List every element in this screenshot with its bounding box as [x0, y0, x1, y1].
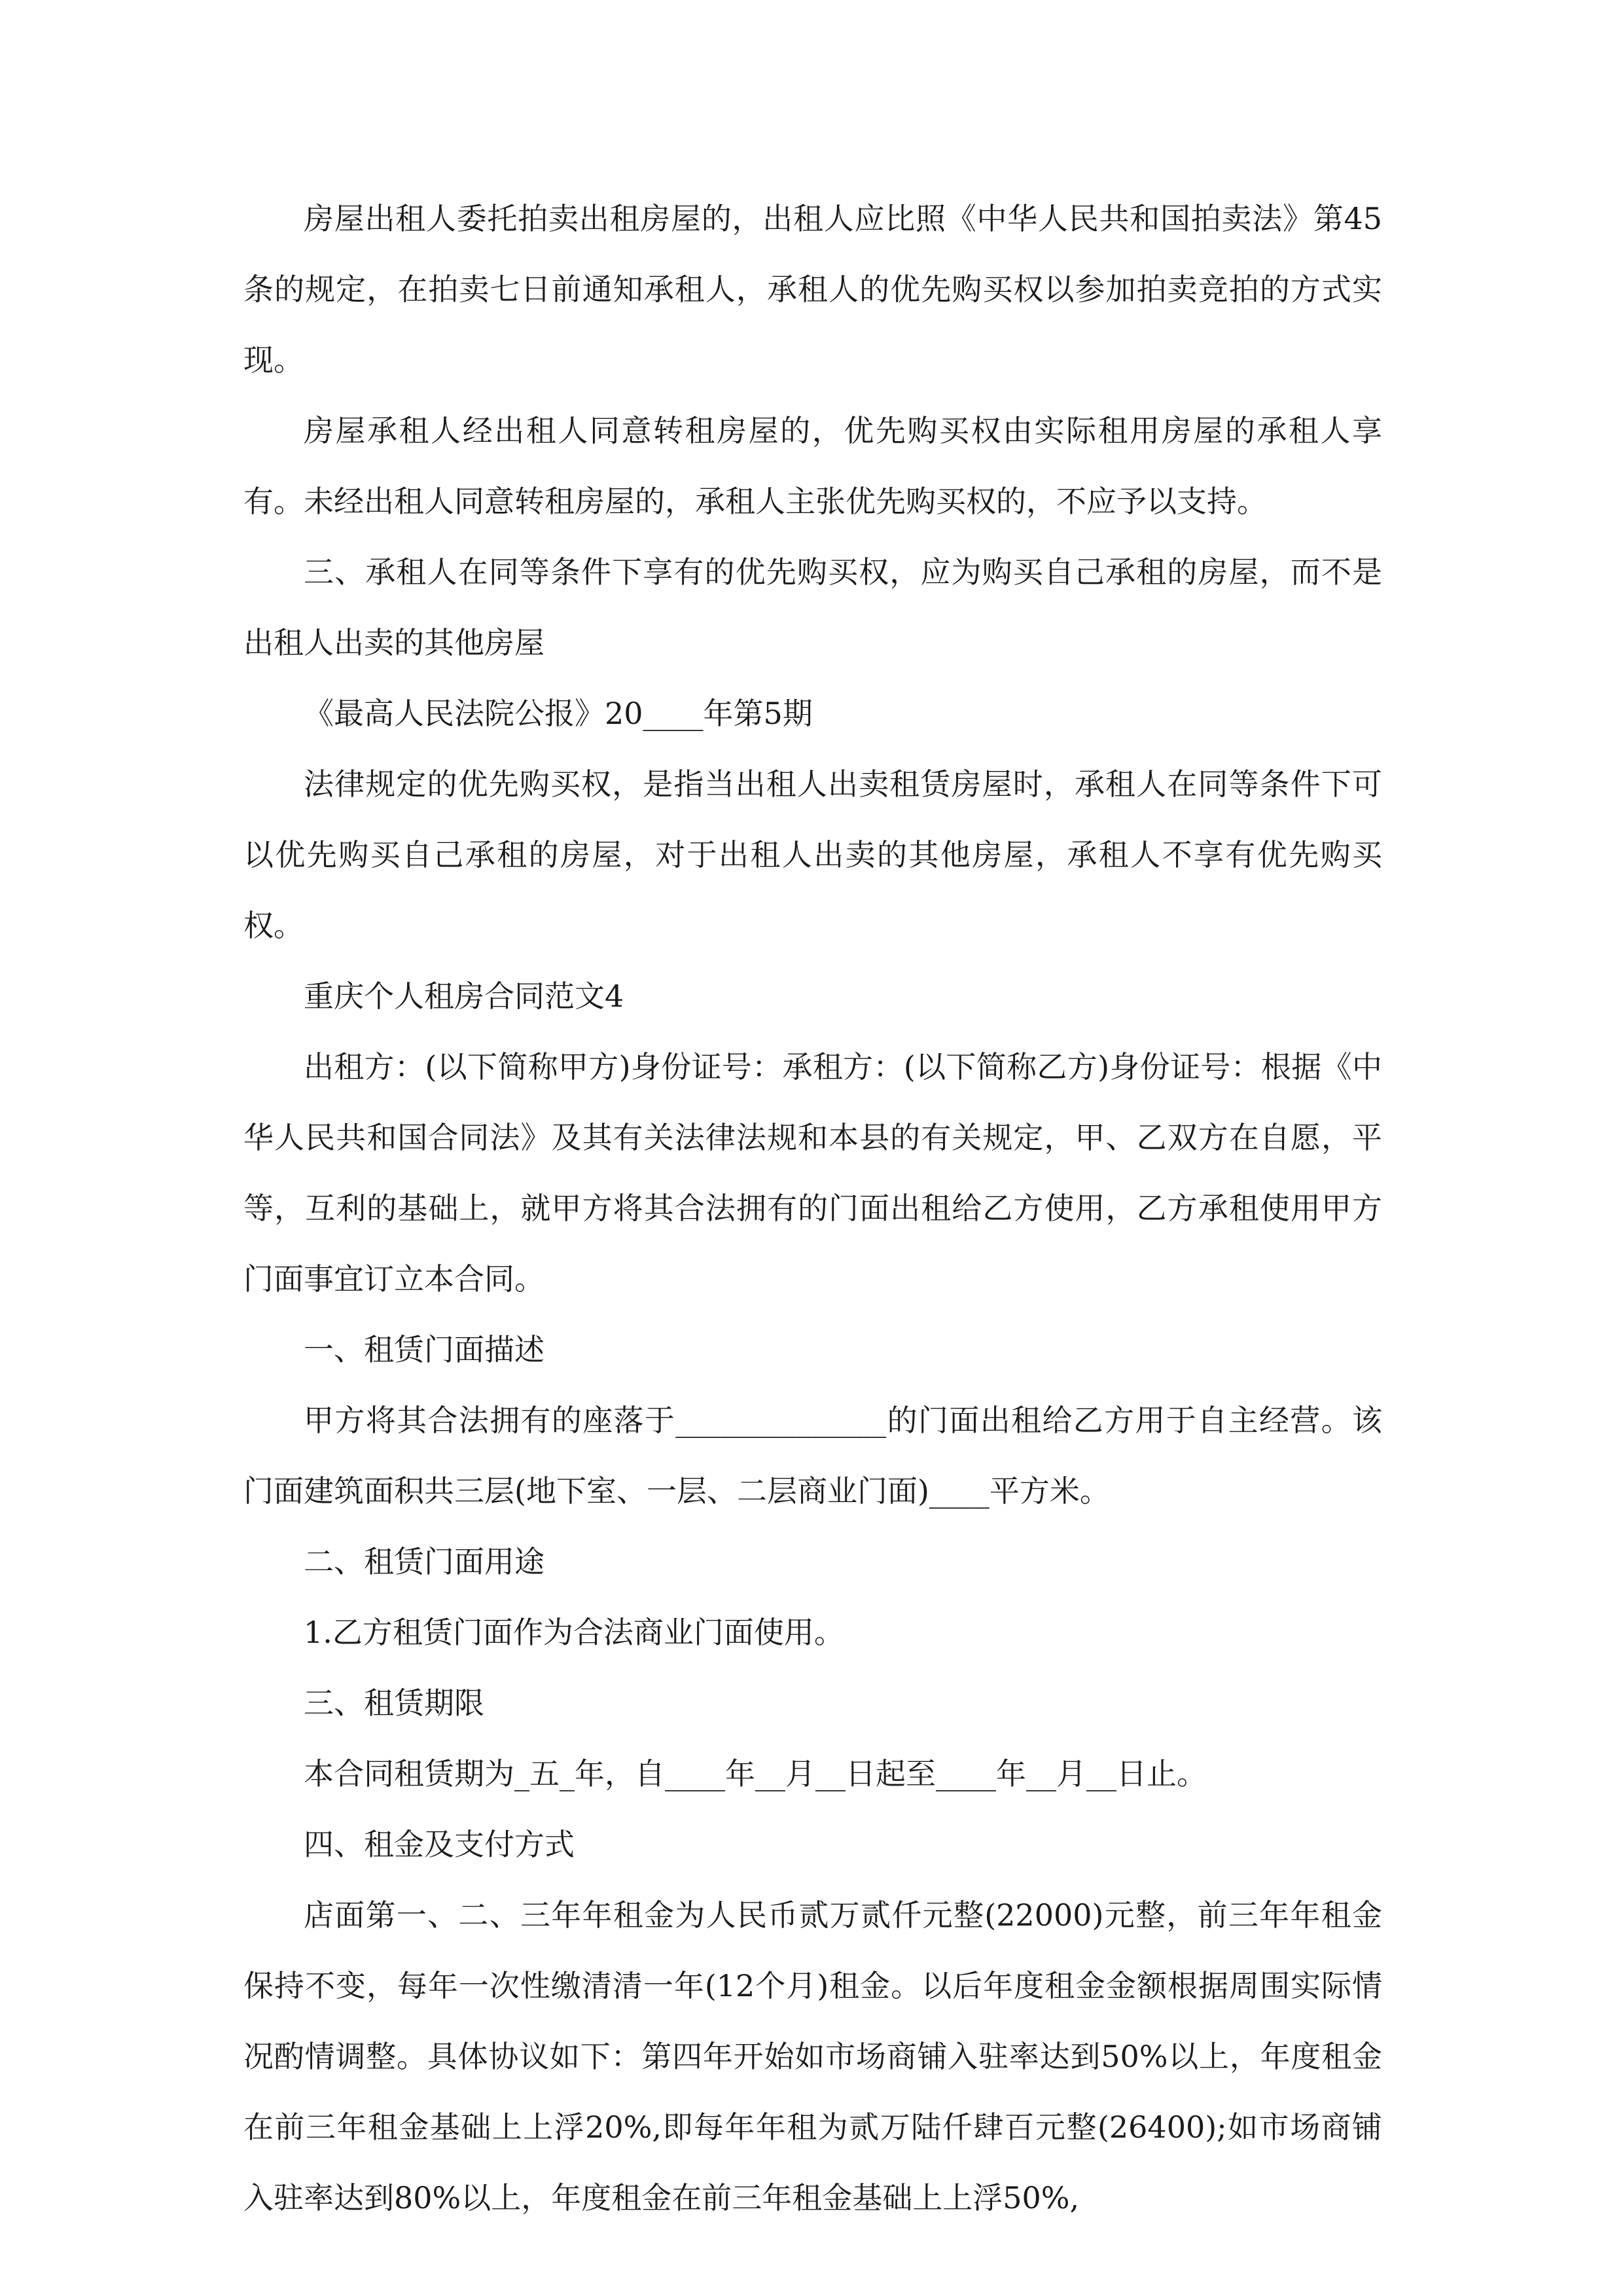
section-heading-usage: 二、租赁门面用途 — [304, 1544, 544, 1579]
paragraph-priority-definition: 法律规定的优先购买权，是指当出租人出卖租赁房屋时，承租人在同等条件下可以优先购买自己承租的房屋，对于出租人出卖的其他房屋，承租人不享有优先购买权。 — [243, 766, 1382, 943]
paragraph-auction-notice: 房屋出租人委托拍卖出租房屋的，出租人应比照《中华人民共和国拍卖法》第45条的规定，在拍卖七日前通知承租人，承租人的优先购买权以参加拍卖竞拍的方式实现。 — [243, 201, 1382, 378]
paragraph-sublease-priority: 房屋承租人经出租人同意转租房屋的，优先购买权由实际租用房屋的承租人享有。未经出租人同意转租房屋的，承租人主张优先购买权的，不应予以支持。 — [243, 413, 1382, 519]
document-body — [243, 183, 1382, 2233]
paragraph-storefront-location: 甲方将其合法拥有的座落于______________的门面出租给乙方用于自主经营。该门面建筑面积共三层(地下室、一层、二层商业门面)____平方米。 — [243, 1403, 1382, 1509]
paragraph-rent-details: 店面第一、二、三年年租金为人民币贰万贰仟元整(22000)元整，前三年年租金保持不变，每年一次性缴清清一年(12个月)租金。以后年度租金金额根据周围实际情况酌情调整。具体协议如下：第四年开始如市场商铺入驻率达到50%以上，年度租金在前三年租金基础上上浮20%,即每年年租为贰万陆仟肆百元整(26400);如市场商铺入驻率达到80%以上，年度租金在前三年租金基础上上浮50%, — [243, 1897, 1382, 2215]
contract-title: 重庆个人租房合同范文4 — [304, 978, 624, 1014]
paragraph-lease-term: 本合同租赁期为_五_年，自____年__月__日起至____年__月__日止。 — [304, 1756, 1207, 1791]
section-heading-priority-scope: 三、承租人在同等条件下享有的优先购买权，应为购买自己承租的房屋，而不是出租人出卖的其他房屋 — [243, 554, 1382, 660]
section-heading-description: 一、租赁门面描述 — [304, 1332, 544, 1367]
section-heading-term: 三、租赁期限 — [304, 1685, 484, 1721]
paragraph-parties: 出租方：(以下简称甲方)身份证号：承租方：(以下简称乙方)身份证号：根据《中华人民共和国合同法》及其有关法律法规和本县的有关规定，甲、乙双方在自愿，平等，互利的基础上，就甲方将其合法拥有的门面出租给乙方使用，乙方承租使用甲方门面事宜订立本合同。 — [243, 1049, 1382, 1297]
paragraph-usage-item-1: 1.乙方租赁门面作为合法商业门面使用。 — [304, 1615, 844, 1650]
citation-court-gazette: 《最高人民法院公报》20____年第5期 — [304, 696, 813, 731]
section-heading-rent-payment: 四、租金及支付方式 — [304, 1827, 575, 1862]
